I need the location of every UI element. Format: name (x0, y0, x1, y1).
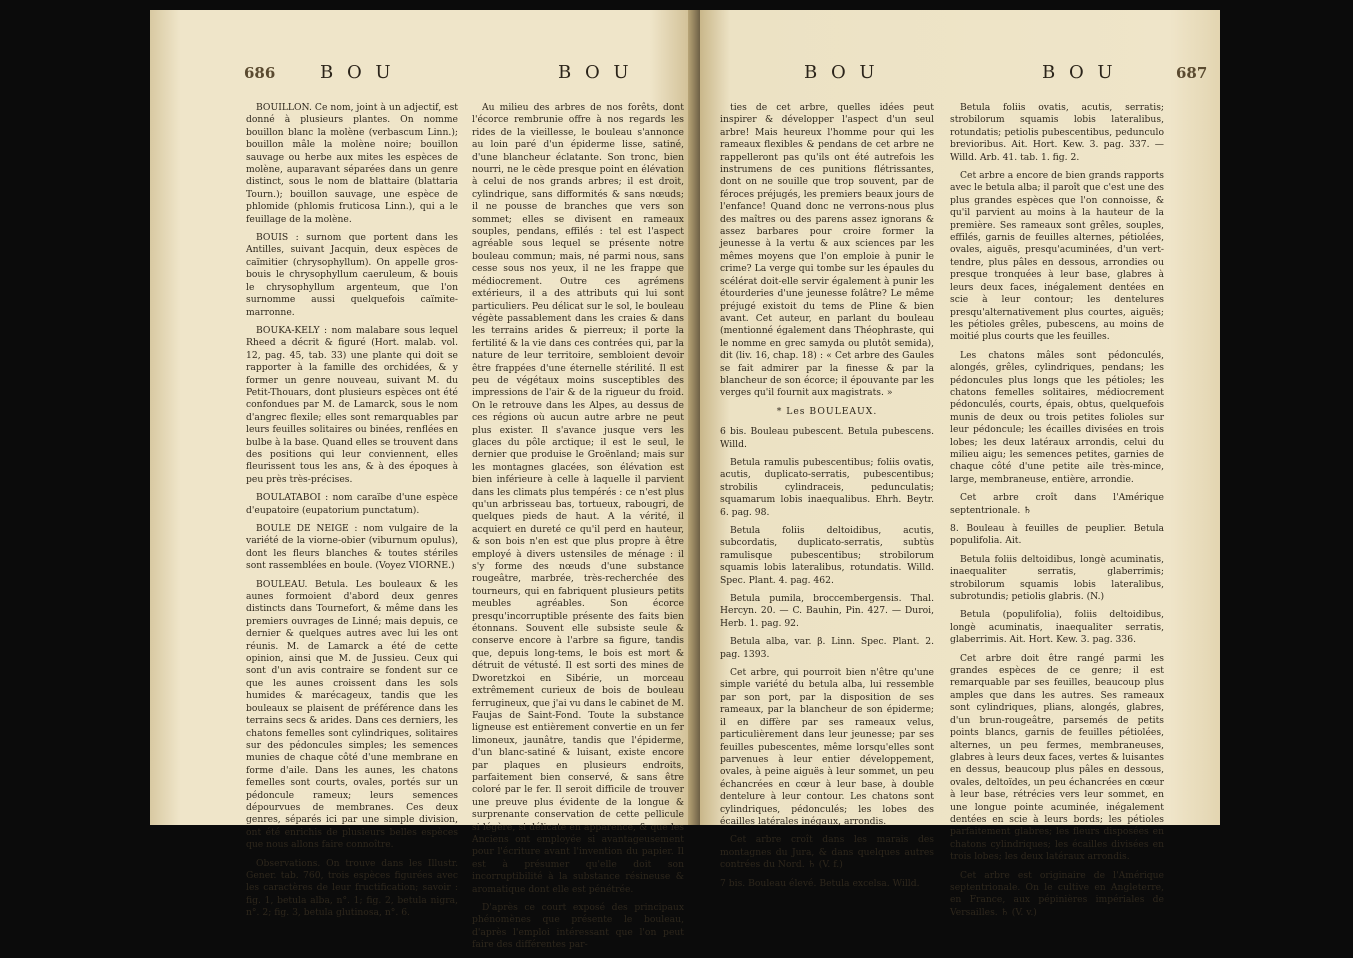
paragraph: Betula pumila, broccembergensis. Thal. Hercyn. 20. — C. Bauhin, Pin. 427. — Duroi, Herb. 1. pag. 92. (720, 593, 934, 629)
running-header-right-col2: B O U (1042, 62, 1117, 83)
paragraph: Cet arbre doit être rangé parmi les grandes espèces de ce genre; il est remarquable par ses feuilles, beaucoup plus amples que dans les autres. Ses rameaux sont cylindriques, plians, alongés, glabres, d'un brun-rougeâtre, parsemés de petits points blancs, garnis de feuilles pétiolées, alternes, un peu fermes, membraneuses, glabres à leurs deux faces, vertes & luisantes en dessus, beaucoup plus pâles en dessous, ovales, deltoïdes, un peu échancrées en cœur à leur base, rétrécies vers leur sommet, en une longue pointe acuminée, inégalement dentées en scie à leurs bords; les pétioles parfaitement glabres; les fleurs disposées en chatons cylindriques; les écailles divisées en trois lobes; les deux latéraux arrondis. (950, 652, 1164, 863)
right-page-column-2 (950, 102, 1164, 925)
left-page-column-1 (246, 102, 458, 926)
paragraph: BOULE DE NEIGE : nom vulgaire de la variété de la viorne-obier (viburnum opulus), dont les fleurs blanches & toutes stériles sont rassemblées en boule. (Voyez VIORNE.) (246, 523, 458, 572)
paragraph: BOUKA-KELY : nom malabare sous lequel Rheed a décrit & figuré (Hort. malab. vol. 12, pag. 45, tab. 33) une plante qui doit se rapporter à la famille des orchidées, & y former un genre nouveau, suivant M. du Petit-Thouars, dont plusieurs espèces ont été confondues par M. de Lamarck, sous le nom d'angrec flexile; elles sont remarquables par leurs feuilles solitaires ou binées, renflées en bulbe à la base. Quand elles se trouvent dans des positions qui leur conviennent, elles fleurissent tous les ans, & à des époques à peu près très-précises. (246, 324, 458, 485)
paragraph: D'après ce court exposé des principaux phénomènes que présente le bouleau, d'après l'emploi intéressant que l'on peut faire des différentes par- (472, 902, 684, 951)
paragraph: Cet arbre croît dans les marais des montagnes du Jura, & dans quelques autres contrées du Nord. ♄ (V. f.) (720, 834, 934, 871)
paragraph: Betula foliis ovatis, acutis, serratis; strobilorum squamis lobis lateralibus, rotundatis; petiolis pubescentibus, pedunculo brevioribus. Ait. Hort. Kew. 3. pag. 337. — Willd. Arb. 41. tab. 1. fig. 2. (950, 102, 1164, 163)
paragraph: Betula alba, var. β. Linn. Spec. Plant. 2. pag. 1393. (720, 636, 934, 660)
paragraph: Observations. On trouve dans les Illustr. Gener. tab. 760, trois espèces figurées avec les caractères de leur fructification; savoir : fig. 1, betula alba, n°. 1; fig. 2, betula nigra, n°. 2; fig. 3, betula glutinosa, n°. 6. (246, 857, 458, 919)
paragraph: Betula (populifolia), foliis deltoidibus, longè acuminatis, inaequaliter serratis, glaberrimis. Ait. Hort. Kew. 3. pag. 336. (950, 609, 1164, 646)
running-header-right-col1: B O U (804, 62, 879, 83)
paragraph: BOUILLON. Ce nom, joint à un adjectif, est donné à plusieurs plantes. On nomme bouillon blanc la molène (verbascum Linn.); bouillon mâle la molène noire; bouillon sauvage ou herbe aux mites les espèces de molène, auparavant séparées dans un genre distinct, sous le nom de blattaire (blattaria Tourn.); bouillon sauvage, une espèce de phlomide (phlomis fruticosa Linn.), qui a le feuillage de la molène. (246, 102, 458, 225)
paragraph: BOULEAU. Betula. Les bouleaux & les aunes formoient d'abord deux genres distincts dans Tournefort, & même dans les premiers ouvrages de Linné; mais depuis, ce dernier & quelques autres avec lui les ont réunis. M. de Lamarck a été de cette opinion, ainsi que M. de Jussieu. Ceux qui sont d'un avis contraire se fondent sur ce que les aunes croissent dans les sols humides & marécageux, tandis que les bouleaux se plaisent de préférence dans les terrains secs & arides. Dans ces derniers, les chatons femelles sont cylindriques, solitaires sur des pédoncules simples; les semences munies de chaque côté d'une membrane en forme d'aile. Dans les aunes, les chatons femelles sont courts, ovales, portés sur un pédoncule rameux; leurs semences dépourvues de membranes. Ces deux genres, séparés ici par une simple division, ont été enrichis de plusieurs belles espèces que nous allons faire connoître. (246, 578, 458, 851)
paragraph: Cet arbre, qui pourroit bien n'être qu'une simple variété du betula alba, lui ressemble par son port, par la disposition de ses rameaux, par la blancheur de son épiderme; il en diffère par ses rameaux velus, particulièrement dans leur jeunesse; par ses feuilles pubescentes, même lorsqu'elles sont parvenues à leur entier développement, ovales, à peine aiguës à leur sommet, un peu échancrées en cœur à leur base, à double dentelure à leur contour. Les chatons sont cylindriques, pédonculés; les lobes des écailles latérales inégaux, arrondis. (720, 667, 934, 827)
right-page-column-1 (720, 102, 934, 896)
paragraph: Les chatons mâles sont pédonculés, alongés, grêles, cylindriques, pendans; les pédoncules plus longs que les pétioles; les chatons femelles solitaires, médiocrement pédonculés, courts, épais, obtus, quelquefois munis de deux ou trois petites folioles sur leur pédoncule; les écailles divisées en trois lobes; les deux latéraux arrondis, celui du milieu aigu; les semences petites, garnies de chaque côté d'une petite aile très-mince, large, membraneuse, entière, arrondie. (950, 349, 1164, 485)
paragraph: BOUIS : surnom que portent dans les Antilles, suivant Jacquin, deux espèces de caïmitier (chrysophyllum). On appelle gros-bouis le chrysophyllum caeruleum, & bouis le chrysophyllum argenteum, que l'on surnomme aussi quelquefois caïmite-marronne. (246, 232, 458, 318)
paragraph: Cet arbre est originaire de l'Amérique septentrionale. On le cultive en Angleterre, en France, aux pépinières impériales de Versailles. ♄ (V. v.) (950, 869, 1164, 918)
paragraph: Cet arbre a encore de bien grands rapports avec le betula alba; il paroît que c'est une des plus grandes espèces que l'on connoisse, & qu'il parvient au moins à la hauteur de la première. Ses rameaux sont grêles, souples, effilés, garnis de feuilles alternes, pétiolées, ovales, aiguës, presqu'acuminées, d'un vert-tendre, plus pâles en dessous, arrondies ou presque tronquées à leur base, glabres à leurs deux faces, inégalement dentées en scie à leur contour; les dentelures presqu'alternativement plus courtes, aiguës; les pétioles grêles, pubescens, au moins de moitié plus courts que les feuilles. (950, 170, 1164, 343)
species-heading: 6 bis. Bouleau pubescent. Betula pubescens. Willd. (720, 426, 934, 450)
paragraph: Au milieu des arbres de nos forêts, dont l'écorce rembrunie offre à nos regards les rides de la vieillesse, le bouleau s'annonce au loin paré d'un épiderme lisse, satiné, d'une blancheur éclatante. Son tronc, bien nourri, ne le cède presque point en élévation à celui de nos grands arbres; il est droit, cylindrique, sans difformités & sans nœuds; il ne pousse de branches que vers son sommet; elles se divisent en rameaux souples, pendans, effilés : tel est l'aspect agréable sous lequel se présente notre bouleau commun; mais, né parmi nous, sans cesse sous nos yeux, il ne les frappe que médiocrement. Outre ces agrémens extérieurs, il a des attributs qui lui sont particuliers. Peu délicat sur le sol, le bouleau végète passablement dans les craies & dans les terrains arides & pierreux; il porte la fertilité & la vie dans ces contrées qui, par la nature de leur territoire, sembloient devoir être frappées d'une éternelle stérilité. Il est peu de végétaux moins susceptibles des impressions de l'air & de la rigueur du froid. On le retrouve dans les Alpes, au dessus de ces régions où aucun autre arbre ne peut plus exister. Il s'avance jusque vers les glaces du pôle arctique; il est le seul, le dernier que produise le Groënland; mais sur les montagnes glacées, son élévation est bien inférieure à celle à laquelle il parvient dans les climats plus tempérés : ce n'est plus qu'un arbrisseau bas, tortueux, rabougri, de quelques pieds de haut. A la vérité, il acquiert en dureté ce qu'il perd en hauteur, & son bois n'en est que plus propre à être employé à divers ustensiles de ménage : il s'y forme des nœuds d'une substance rougeâtre, marbrée, très-recherchée des tourneurs, qui en fabriquent plusieurs petits meubles agréables. Son écorce presqu'incorruptible présente des faits bien étonnans. Souvent elle subsiste seule & conserve encore à l'arbre sa figure, tandis que, depuis long-tems, le bois est mort & détruit de vétusté. Il est sorti des mines de Dworetzkoi en Sibérie, un morceau extrêmement curieux de bois de bouleau ferrugineux, que j'ai vu dans le cabinet de M. Faujas de Saint-Fond. Toute la substance ligneuse est entièrement convertie en un fer limoneux, jaunâtre, tandis que l'épiderme, d'un blanc-satiné & luisant, existe encore par plaques en plusieurs endroits, parfaitement bien conservé, & sans être coloré par le fer. Il seroit difficile de trouver une preuve plus évidente de la longue & surprenante conservation de cette pellicule si légère, si délicate en apparence, & que les Anciens ont employée si avantageusement pour l'écriture avant l'invention du papier. Il est à présumer qu'elle doit son incorruptibilité à la substance résineuse & aromatique dont elle est pénétrée. (472, 102, 684, 895)
paragraph: ties de cet arbre, quelles idées peut inspirer & développer l'aspect d'un seul arbre! Mais heureux l'homme pour qui les rameaux flexibles & pendans de cet arbre ne rappelleront pas qu'ils ont été autrefois les instrumens de ces punitions flétrissantes, dont on ne souille que trop souvent, par de féroces préjugés, les premiers beaux jours de l'enfance! Quand donc ne verrons-nous plus des maîtres ou des parens assez ignorans & assez barbares pour croire former la jeunesse à la vertu & aux sciences par les mêmes moyens que l'on emploie à punir le crime? La verge qui tombe sur les épaules du scélérat doit-elle servir également à punir les étourderies d'une jeunesse folâtre? Le même préjugé existoit du tems de Pline & bien avant. Cet auteur, en parlant du bouleau (mentionné également dans Théophraste, qui le nomme en grec samyda ou plutôt semida), dit (liv. 16, chap. 18) : « Cet arbre des Gaules se fait admirer par la finesse & par la blancheur de son écorce; il épouvante par les verges qu'il fournit aux magistrats. » (720, 102, 934, 399)
running-header-left-col2: B O U (558, 62, 633, 83)
paragraph: Betula foliis deltoidibus, acutis, subcordatis, duplicato-serratis, subtùs ramulisque pubescentibus; strobilorum squamis lobis lateralibus, rotundatis. Willd. Spec. Plant. 4. pag. 462. (720, 525, 934, 586)
left-page-column-2 (472, 102, 684, 958)
species-heading: 8. Bouleau à feuilles de peuplier. Betula populifolia. Ait. (950, 523, 1164, 547)
running-header-left-col1: B O U (320, 62, 395, 83)
paragraph: Cet arbre croît dans l'Amérique septentrionale. ♄ (950, 492, 1164, 516)
right-page (700, 10, 1220, 918)
background-edge (1220, 0, 1353, 829)
species-heading: 7 bis. Bouleau élevé. Betula excelsa. Willd. (720, 877, 920, 889)
section-heading: * Les BOULEAUX. (776, 405, 878, 417)
page-number-left: 686 (244, 64, 276, 82)
left-page (150, 10, 696, 951)
paragraph: Betula ramulis pubescentibus; foliis ovatis, acutis, duplicato-serratis, pubescentibus; strobilis cylindraceis, pedunculatis; squamarum lobis inaequalibus. Ehrh. Beytr. 6. pag. 98. (720, 456, 934, 518)
paragraph: BOULATABOI : nom caraïbe d'une espèce d'eupatoire (eupatorium punctatum). (246, 492, 458, 516)
paragraph: Betula foliis deltoidibus, longè acuminatis, inaequaliter serratis, glaberrimis; strobilorum squamis lobis lateralibus, subrotundis; petiolis glabris. (N.) (950, 553, 1164, 603)
page-number-right: 687 (1176, 64, 1208, 82)
